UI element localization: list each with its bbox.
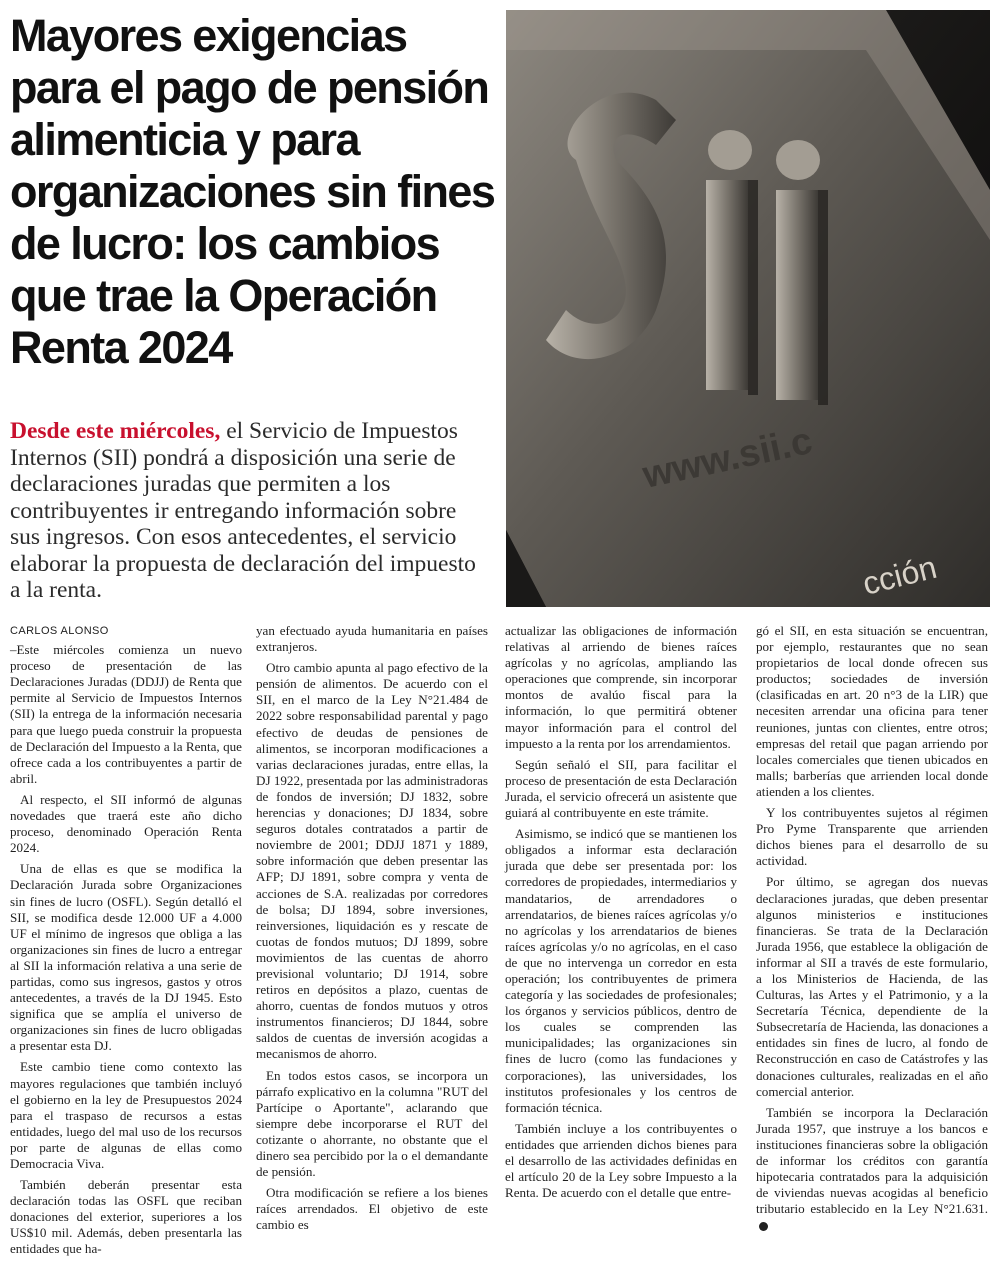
body-paragraph: Por último, se agregan dos nuevas declaraciones juradas, que deben presentar algunos ministerios e instituciones financieras. Se trata de la Declaración Jurada 1956, que establece la obligación de informar al SII a través de este formulario, a los Ministerios de Hacienda, de las Culturas, las Artes y el Patrimonio, y a la Secretaría Técnica, dependiente de la Subsecretaría de Hacienda, las donaciones a entidades sin fines de lucro, al fondo de Reconstrucción en caso de Catástrofes y las donaciones culturales, realizadas en el año comercial anterior. <box>756 874 988 1099</box>
body-paragraph: También incluye a los contribuyentes o entidades que arrienden dichos bienes para el desarrollo de las actividades definidas en el artículo 20 de la Ley sobre Impuesto a la Renta. De acuerdo con el detalle que entre- <box>505 1120 737 1201</box>
byline: CARLOS ALONSO <box>10 625 109 637</box>
body-paragraph: Otra modificación se refiere a los bienes raíces arrendados. El objetivo de este cambio es <box>256 1185 488 1233</box>
sign-plaque-text: cción <box>858 548 941 602</box>
body-paragraph: Y los contribuyentes sujetos al régimen Pro Pyme Transparente que arrienden dichos bienes para el desarrollo de su actividad. <box>756 805 988 869</box>
body-paragraph <box>756 1105 988 1234</box>
lead-text: el Servicio de Impuestos Internos (SII) pondrá a disposición una serie de declaraciones juradas que permiten a los contribuyentes ir entregando información sobre sus ingresos. Con esos antecedentes, el servicio elaborar la propuesta de declaración del impuesto a la renta. <box>10 418 476 603</box>
sii-sign-photo <box>506 10 990 607</box>
lead-paragraph <box>10 418 490 604</box>
body-paragraph: También deberán presentar esta declaración todas las OSFL que reciban donaciones del exterior, superiores a los US$10 mil. Además, deben presentarla las entidades que ha- <box>10 1177 242 1257</box>
body-paragraph: Este cambio tiene como contexto las mayores regulaciones que también incluyó el gobierno en la ley de Presupuestos 2024 para el traspaso de recursos a estas entidades, luego del mal uso de los recursos por parte de algunas de ellas como Democracia Viva. <box>10 1059 242 1171</box>
body-paragraph: gó el SII, en esta situación se encuentran, por ejemplo, restaurantes que no sean propietarios de local donde ofrecen sus productos; sociedades de inversión (clasificadas en art. 20 n°3 de la LIR) que necesiten arrendar una oficina para tener reuniones, juntas con clientes, entre otros; empresas del retail que pagan arriendo por locales comerciales que tienen ubicados en malls; barberías que arrienden local donde atienden a los clientes. <box>756 623 988 799</box>
body-paragraph: yan efectuado ayuda humanitaria en países extranjeros. <box>256 623 488 655</box>
body-column-1 <box>10 623 242 1263</box>
body-paragraph: En todos estos casos, se incorpora un párrafo explicativo en la columna "RUT del Partícipe o Aportante", aclarando que siempre debe incorporarse el RUT del cotizante o ahorrante, no obstante que el dinero sea percibido por la o el demandante de pensión. <box>256 1067 488 1180</box>
body-column-2 <box>256 623 488 1238</box>
end-of-article-icon <box>759 1222 768 1231</box>
body-paragraph: –Este miércoles comienza un nuevo proceso de presentación de las Declaraciones Juradas (DDJJ) de Renta que permite al Servicio de Impuestos Internos (SII) la entrega de la información necesaria para que luego pueda construir la propuesta de Declaración del Impuesto a la Renta, que ofrece cada a los contribuyentes a partir de abril. <box>10 642 242 786</box>
headline: Mayores exigencias para el pago de pensión alimenticia y para organizaciones sin fines de lucro: los cambios que trae la Operación Renta 2024 <box>10 10 495 373</box>
body-paragraph: Una de ellas es que se modifica la Declaración Jurada sobre Organizaciones sin fines de lucro (OSFL). Según detalló el SII, se modifica desde 12.000 UF a 4.000 UF el mínimo de ingresos que obliga a las organizaciones sin fines de lucro a entregar al SII la información relativa a una serie de partidas, como sus ingresos, gastos y otros antecedentes, a través de la DJ 1945. Esto significa que se amplía el universo de organizaciones sin fines de lucro obligadas a presentar esta DJ. <box>10 861 242 1054</box>
body-paragraph: Asimismo, se indicó que se mantienen los obligados a informar esta declaración jurada que debe ser presentada por: los corredores de propiedades, intermediarios y mandatarios, de arrendadores o arrendatarios, de bienes raíces agrícolas y/o no agrícolas y los arrendatarios de bienes raíces agrícolas y/o no agrícolas, en el caso de que no intervenga un corredor en esta operación; los contribuyentes de primera categoría y las sociedades de profesionales; los órganos y servicios públicos, dentro de los cuales se comprenden las municipalidades; las organizaciones sin fines de lucro (como las fundaciones y corporaciones), las universidades, los institutos profesionales y los centros de formación técnica. <box>505 826 737 1115</box>
body-column-4 <box>756 623 988 1238</box>
lead-kicker: Desde este miércoles, <box>10 418 221 444</box>
body-column-3 <box>505 623 737 1206</box>
body-paragraph: Otro cambio apunta al pago efectivo de la pensión de alimentos. De acuerdo con el SII, en el marco de la Ley N°21.484 de 2022 sobre responsabilidad parental y pago efectivo de deudas de pensiones de alimentos, se incorporan modificaciones a varias declaraciones juradas, entre ellas, la DJ 1922, presentada por las administradoras de fondos de inversión; DJ 1832, sobre herencias y donaciones; DJ 1834, sobre seguros dotales contratados a partir de noviembre de 2001; DDJJ 1871 y 1889, sobre información que deben presentar las AFP; DJ 1891, sobre compra y venta de acciones de S.A. realizadas por corredores de bolsa; DJ 1894, sobre inversiones, reinversiones, liquidación es y rescate de cuotas de fondos mutuos; DJ 1899, sobre movimientos de las cuentas de ahorro previsional voluntario; DJ 1914, sobre retiros en depósitos a plazo, cuentas de ahorro, cuentas de fondos mutuos y otros instrumentos financieros; DJ 1844, sobre saldos de cuentas de inversión acogidas a mecanismos de ahorro. <box>256 660 488 1062</box>
body-paragraph: actualizar las obligaciones de información relativas al arriendo de bienes raíces agrícolas y no agrícolas, ampliando las operaciones que comprende, sin incorporar montos de avalúo fiscal para la información, lo que permitirá obtener mayor información para el control del impuesto a la renta por los arrendamientos. <box>505 623 737 751</box>
final-paragraph-text: También se incorpora la Declaración Jurada 1957, que instruye a los bancos e instituciones financieras sobre la obligación de informar los créditos con garantía hipotecaria contratados para la adquisición de viviendas nuevas acogidas al beneficio tributario establecido en la Ley N°21.631. <box>756 1104 988 1217</box>
sign-url-text: www.sii.c <box>639 420 816 497</box>
body-paragraph: Según señaló el SII, para facilitar el proceso de presentación de esta Declaración Jurada, el servicio ofrecerá un asistente que guiará al contribuyente en este trámite. <box>505 756 737 821</box>
body-paragraph: Al respecto, el SII informó de algunas novedades que traerá este año dicho proceso, denominado Operación Renta 2024. <box>10 791 242 856</box>
sii-sign-illustration <box>506 10 990 607</box>
